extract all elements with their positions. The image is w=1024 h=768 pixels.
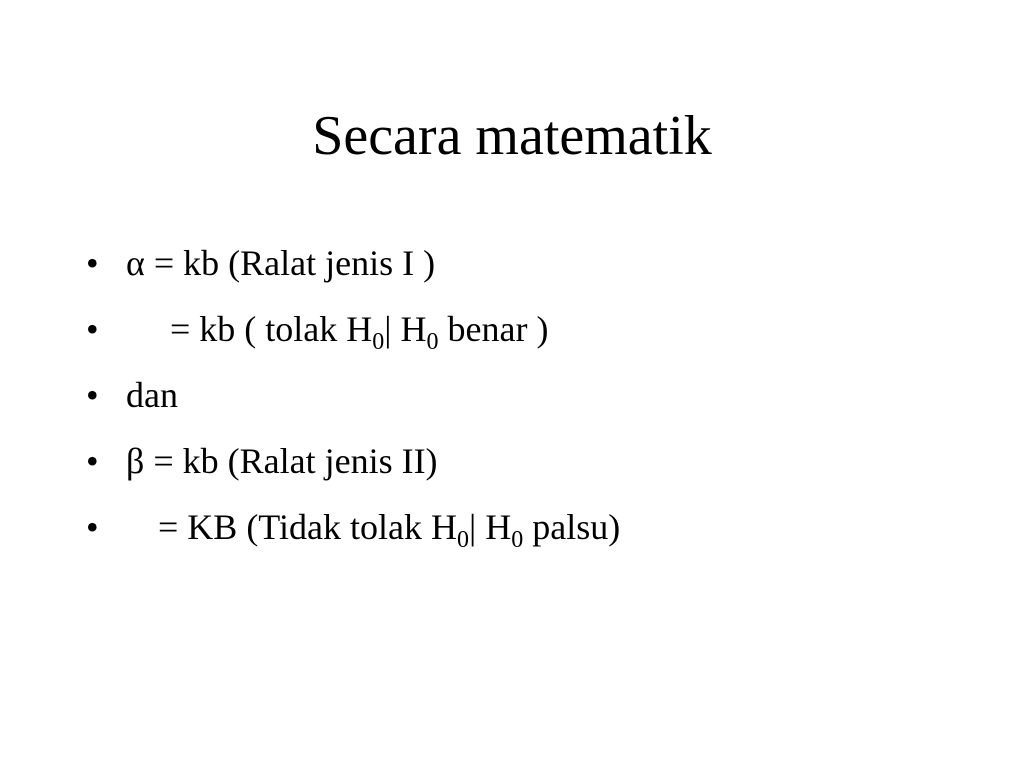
bullet-text-part: = KB (Tidak tolak H	[158, 507, 457, 547]
bullet-text	[126, 362, 178, 428]
subscript: 0	[457, 527, 469, 553]
bullet-dot: •	[86, 507, 99, 547]
bullet-text-part: palsu)	[523, 507, 621, 547]
beta-symbol: β	[126, 441, 145, 481]
subscript: 0	[426, 329, 439, 355]
alpha-symbol: α	[126, 243, 145, 283]
bullet-text	[126, 230, 435, 296]
bullet-text-part: | H	[384, 309, 427, 349]
bullet-text	[126, 428, 438, 494]
subscript: 0	[511, 527, 524, 553]
bullet-text	[158, 494, 620, 560]
bullet-text-part: benar )	[438, 309, 549, 349]
bullet-text-part: = kb (Ralat jenis II)	[144, 441, 438, 481]
bullet-dot: •	[86, 243, 99, 283]
bullet-text-part: dan	[126, 375, 178, 415]
slide-title: Secara matematik	[312, 105, 712, 167]
bullet-dot: •	[86, 309, 99, 349]
bullet-text-part: = kb ( tolak H	[170, 309, 373, 349]
subscript: 0	[372, 329, 385, 355]
bullet-text-part: = kb (Ralat jenis I )	[144, 243, 436, 283]
bullet-text	[170, 296, 548, 362]
bullet-text-part: | H	[469, 507, 512, 547]
bullet-dot: •	[86, 375, 99, 415]
bullet-dot: •	[86, 441, 99, 481]
